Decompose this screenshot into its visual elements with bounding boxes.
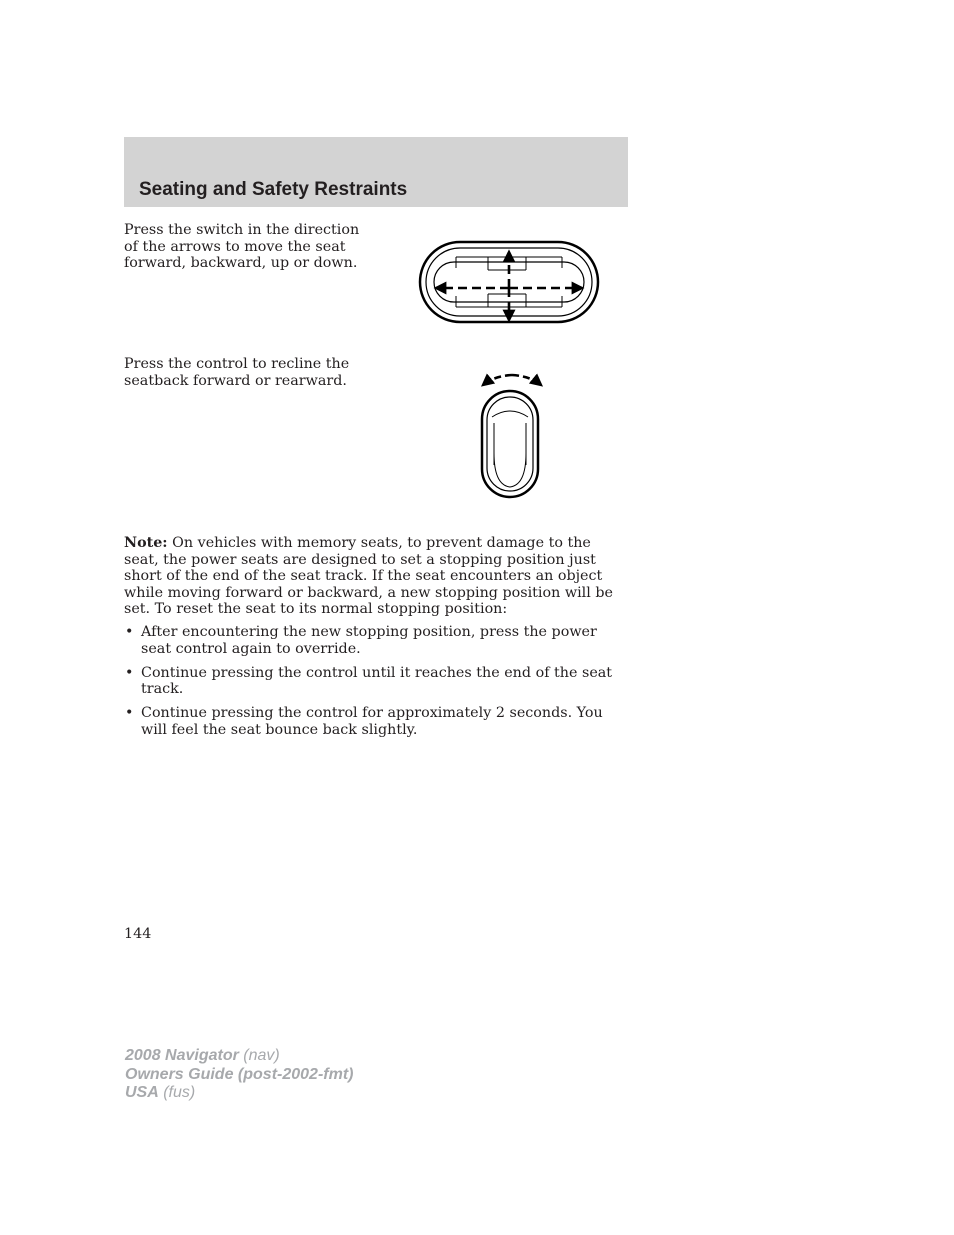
footer-line-2 bbox=[125, 1066, 353, 1085]
footer-model-code: (nav) bbox=[238, 1047, 280, 1064]
list-item-text: Continue pressing the control until it reaches the end of the seat track. bbox=[141, 664, 613, 698]
bullet-icon: • bbox=[125, 624, 134, 640]
list-item bbox=[124, 624, 624, 657]
section-header-band bbox=[124, 137, 628, 207]
footer-guide: Owners Guide (post-2002-fmt) bbox=[125, 1065, 354, 1083]
footer-model: 2008 Navigator bbox=[125, 1047, 239, 1064]
seat-switch-instructions: Press the switch in the direction of the arrows to move the seat forward, backward, up or down. bbox=[124, 222, 360, 272]
note-paragraph bbox=[124, 535, 624, 618]
list-item-text: After encountering the new stopping position, press the power seat control again to override. bbox=[141, 624, 597, 657]
list-item bbox=[124, 665, 624, 698]
bullet-icon: • bbox=[125, 664, 134, 681]
footer-line-3 bbox=[125, 1084, 353, 1103]
footer-market-code: (fus) bbox=[158, 1084, 196, 1101]
footer-market: USA bbox=[125, 1084, 159, 1101]
list-item bbox=[124, 705, 624, 738]
document-footer bbox=[125, 1047, 353, 1103]
note-label: Note: bbox=[124, 535, 168, 551]
note-text: On vehicles with memory seats, to prevent damage to the seat, the power seats are designed to set a stopping position just short of the end of the seat track. If the seat encounters an object while moving forward or backward, a new stopping position will be set. To reset the seat to its normal stopping position: bbox=[124, 535, 613, 618]
seat-position-switch-icon bbox=[416, 240, 602, 324]
reset-steps-list bbox=[124, 624, 624, 746]
list-item-text: Continue pressing the control for approximately 2 seconds. You will feel the seat bounce back slightly. bbox=[141, 705, 603, 738]
bullet-icon: • bbox=[125, 705, 134, 722]
page-number: 144 bbox=[124, 926, 152, 942]
recline-instructions: Press the control to recline the seatback forward or rearward. bbox=[124, 356, 350, 389]
seatback-recline-control-icon bbox=[472, 365, 552, 500]
section-title: Seating and Safety Restraints bbox=[139, 179, 408, 200]
footer-line-1 bbox=[125, 1047, 353, 1066]
